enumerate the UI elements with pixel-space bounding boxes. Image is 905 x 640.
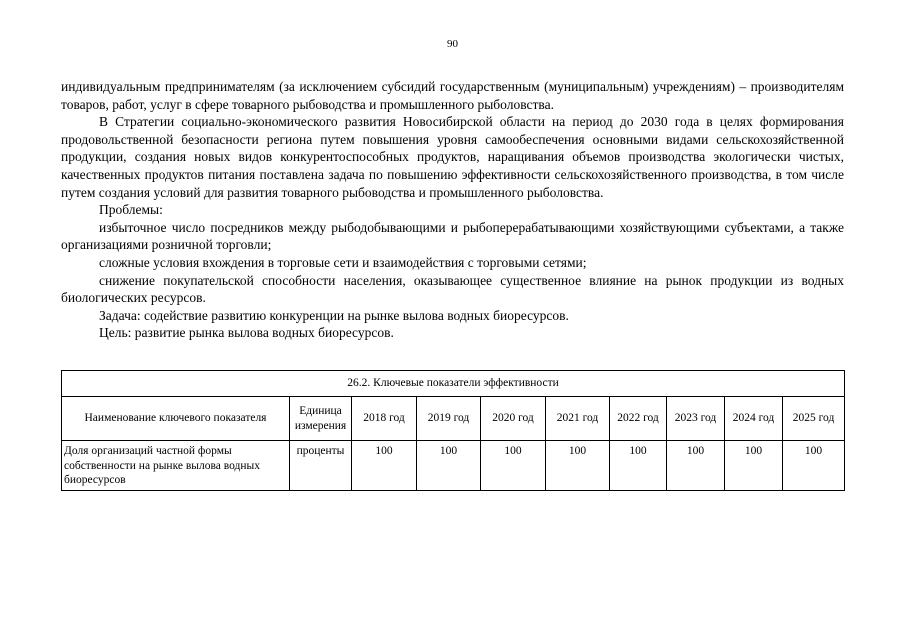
table-caption-row	[62, 371, 845, 397]
paragraph: Проблемы:	[99, 202, 163, 218]
body-text	[61, 78, 844, 342]
paragraph: Задача: содействие развитию конкуренции на рынке вылова водных биоресурсов.	[99, 307, 569, 323]
header-year: 2018 год	[352, 397, 417, 441]
table-caption: 26.2. Ключевые показатели эффективности	[62, 371, 845, 397]
table-row	[62, 441, 845, 491]
header-year: 2022 год	[610, 397, 667, 441]
paragraph: В Стратегии социально-экономического развития Новосибирской области на период до 2030 года в целях формирования продовольственной безопасности региона путем повышения уровня самообеспечения основными видами сельскохозяйственной продукции, создания новых видов конкурентоспособных продуктов, наращивания объемов производства экологически чистых, качественных продуктов питания поставлена задача по повышению эффективности сельскохозяйственного производства, в том числе путем создания условий для развития товарного рыбоводства и промышленного рыболовства.	[61, 114, 844, 200]
header-year: 2020 год	[481, 397, 546, 441]
value-cell: 100	[783, 441, 845, 491]
table-header-row	[62, 397, 845, 441]
header-year: 2023 год	[667, 397, 725, 441]
paragraph: снижение покупательской способности населения, оказывающее существенное влияние на рынок продукции из водных биологических ресурсов.	[61, 272, 844, 306]
kpi-table	[61, 370, 845, 491]
page-number: 90	[447, 38, 458, 50]
value-cell: 100	[610, 441, 667, 491]
paragraph: Цель: развитие рынка вылова водных биоресурсов.	[99, 325, 394, 341]
indicator-name-cell: Доля организаций частной формы собственности на рынке вылова водных биоресурсов	[62, 441, 290, 491]
value-cell: 100	[725, 441, 783, 491]
header-year: 2025 год	[783, 397, 845, 441]
unit-cell: проценты	[290, 441, 352, 491]
value-cell: 100	[667, 441, 725, 491]
paragraph: индивидуальным предпринимателям (за исключением субсидий государственным (муниципальным) учреждениям) – производителям товаров, работ, услуг в сфере товарного рыбоводства и промышленного рыболовства.	[61, 79, 844, 112]
value-cell: 100	[481, 441, 546, 491]
paragraph: сложные условия вхождения в торговые сети и взаимодействия с торговыми сетями;	[99, 254, 587, 270]
value-cell: 100	[352, 441, 417, 491]
header-year: 2021 год	[546, 397, 610, 441]
value-cell: 100	[417, 441, 481, 491]
header-indicator-name: Наименование ключевого показателя	[62, 397, 290, 441]
value-cell: 100	[546, 441, 610, 491]
paragraph: избыточное число посредников между рыбодобывающими и рыбоперерабатывающими хозяйствующими субъектами, а также организациями розничной торговли;	[61, 219, 844, 253]
header-unit: Единица измерения	[290, 397, 352, 441]
header-year: 2019 год	[417, 397, 481, 441]
header-year: 2024 год	[725, 397, 783, 441]
